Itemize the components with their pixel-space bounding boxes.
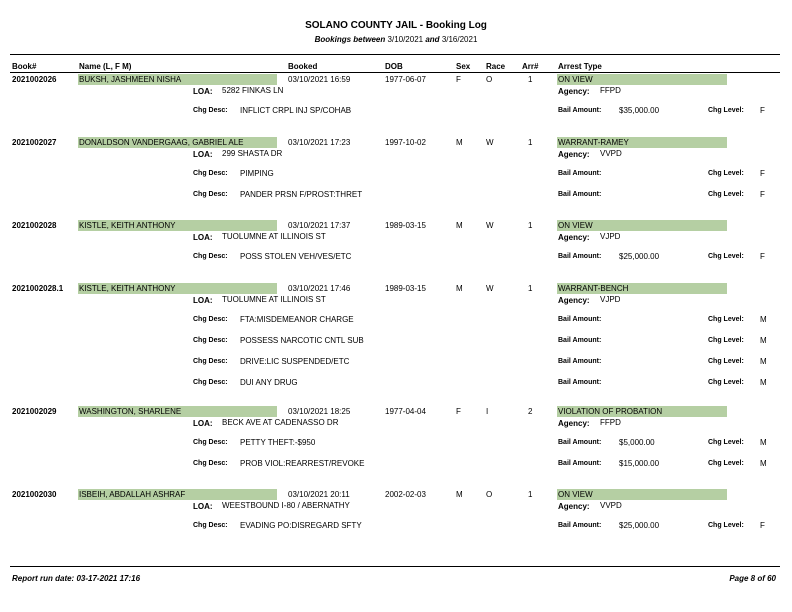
inmate-name-text: BUKSH, JASHMEEN NISHA (79, 75, 182, 84)
col-header-race: Race (486, 62, 506, 71)
report-run-date: Report run date: 03-17-2021 17:16 (12, 574, 141, 583)
chg-level-label: Chg Level: (708, 191, 744, 198)
loa-label: LOA: (193, 233, 213, 242)
charge-level: F (760, 106, 765, 115)
arrest-type (557, 283, 727, 294)
arrest-type-text: WARRANT-RAMEY (558, 138, 629, 147)
loa-value: BECK AVE AT CADENASSO DR (222, 418, 339, 427)
footer-rule (10, 566, 780, 567)
col-header-arr: Arr# (522, 62, 539, 71)
arrest-type (557, 406, 727, 417)
date-from: 3/10/2021 (387, 35, 424, 44)
bail-amount-label: Bail Amount: (558, 337, 602, 344)
loa-label: LOA: (193, 296, 213, 305)
arrest-type (557, 489, 727, 500)
date-of-birth: 2002-02-03 (385, 490, 426, 499)
charge-level: M (760, 357, 767, 366)
charge-description: PETTY THEFT:-$950 (240, 438, 316, 447)
sex-value: F (456, 407, 461, 416)
bail-amount: $25,000.00 (619, 252, 660, 261)
booked-datetime: 03/10/2021 18:25 (288, 407, 351, 416)
agency-value: FFPD (600, 86, 621, 95)
arrest-type-text: ON VIEW (558, 490, 593, 499)
inmate-name (78, 489, 277, 500)
charge-description: PIMPING (240, 169, 274, 178)
chg-desc-label: Chg Desc: (193, 337, 228, 344)
inmate-name (78, 406, 277, 417)
charge-description: DUI ANY DRUG (240, 378, 298, 387)
race-value: O (486, 490, 493, 499)
arrest-type-text: ON VIEW (558, 221, 593, 230)
chg-desc-label: Chg Desc: (193, 170, 228, 177)
booked-datetime: 03/10/2021 17:46 (288, 284, 351, 293)
loa-label: LOA: (193, 419, 213, 428)
book-number: 2021002030 (12, 490, 57, 499)
arrest-type (557, 137, 727, 148)
header-top-rule (10, 54, 780, 55)
inmate-name (78, 74, 277, 85)
arrest-type-text: WARRANT-BENCH (558, 284, 629, 293)
date-of-birth: 1977-04-04 (385, 407, 426, 416)
arrest-number: 1 (528, 138, 533, 147)
col-header-booked: Booked (288, 62, 318, 71)
inmate-name-text: KISTLE, KEITH ANTHONY (79, 221, 176, 230)
col-header-name: Name (L, F M) (79, 62, 132, 71)
chg-level-label: Chg Level: (708, 379, 744, 386)
inmate-name (78, 283, 277, 294)
chg-level-label: Chg Level: (708, 316, 744, 323)
charge-description: DRIVE:LIC SUSPENDED/ETC (240, 357, 350, 366)
report-subtitle (0, 35, 792, 44)
charge-level: F (760, 169, 765, 178)
charge-description: PANDER PRSN F/PROST:THRET (240, 190, 363, 199)
loa-label: LOA: (193, 502, 213, 511)
booked-datetime: 03/10/2021 17:23 (288, 138, 351, 147)
bail-amount: $5,000.00 (619, 438, 655, 447)
charge-description: EVADING PO:DISREGARD SFTY (240, 521, 362, 530)
charge-description: POSS STOLEN VEH/VES/ETC (240, 252, 352, 261)
race-value: I (486, 407, 489, 416)
chg-desc-label: Chg Desc: (193, 522, 228, 529)
date-of-birth: 1997-10-02 (385, 138, 426, 147)
bail-amount-label: Bail Amount: (558, 107, 602, 114)
charge-level: M (760, 438, 767, 447)
arrest-number: 2 (528, 407, 533, 416)
charge-description: FTA:MISDEMEANOR CHARGE (240, 315, 354, 324)
arrest-type-text: ON VIEW (558, 75, 593, 84)
race-value: W (486, 138, 494, 147)
bail-amount-label: Bail Amount: (558, 316, 602, 323)
col-header-dob: DOB (385, 62, 403, 71)
book-number: 2021002028.1 (12, 284, 64, 293)
sex-value: M (456, 490, 463, 499)
chg-level-label: Chg Level: (708, 337, 744, 344)
inmate-name-text: WASHINGTON, SHARLENE (79, 407, 182, 416)
bail-amount-label: Bail Amount: (558, 439, 602, 446)
loa-value: 5282 FINKAS LN (222, 86, 284, 95)
arrest-number: 1 (528, 221, 533, 230)
booked-datetime: 03/10/2021 20:11 (288, 490, 350, 499)
race-value: O (486, 75, 493, 84)
date-of-birth: 1989-03-15 (385, 221, 426, 230)
agency-value: VVPD (600, 501, 622, 510)
arrest-type (557, 220, 727, 231)
inmate-name-text: KISTLE, KEITH ANTHONY (79, 284, 176, 293)
col-header-book: Book# (12, 62, 37, 71)
loa-value: TUOLUMNE AT ILLINOIS ST (222, 295, 326, 304)
inmate-name-text: DONALDSON VANDERGAAG, GABRIEL ALE (79, 138, 244, 147)
charge-level: M (760, 459, 767, 468)
bail-amount-label: Bail Amount: (558, 522, 602, 529)
arrest-type (557, 74, 727, 85)
col-header-arrest-type: Arrest Type (558, 62, 602, 71)
inmate-name (78, 220, 277, 231)
booked-datetime: 03/10/2021 16:59 (288, 75, 351, 84)
chg-desc-label: Chg Desc: (193, 379, 228, 386)
charge-level: F (760, 252, 765, 261)
agency-label: Agency: (558, 296, 590, 305)
date-to: 3/16/2021 (441, 35, 478, 44)
charge-level: M (760, 315, 767, 324)
bail-amount-label: Bail Amount: (558, 191, 602, 198)
arrest-type-text: VIOLATION OF PROBATION (558, 407, 663, 416)
chg-desc-label: Chg Desc: (193, 107, 228, 114)
book-number: 2021002028 (12, 221, 57, 230)
charge-description: INFLICT CRPL INJ SP/COHAB (240, 106, 352, 115)
bail-amount-label: Bail Amount: (558, 170, 602, 177)
agency-label: Agency: (558, 502, 590, 511)
charge-description: PROB VIOL:REARREST/REVOKE (240, 459, 365, 468)
agency-label: Agency: (558, 233, 590, 242)
sex-value: F (456, 75, 461, 84)
bail-amount: $15,000.00 (619, 459, 660, 468)
book-number: 2021002027 (12, 138, 57, 147)
bail-amount: $25,000.00 (619, 521, 660, 530)
charge-level: M (760, 378, 767, 387)
chg-desc-label: Chg Desc: (193, 460, 228, 467)
loa-label: LOA: (193, 87, 213, 96)
header-bottom-rule (10, 72, 780, 73)
chg-level-label: Chg Level: (708, 170, 744, 177)
sex-value: M (456, 138, 463, 147)
book-number: 2021002026 (12, 75, 57, 84)
charge-level: F (760, 521, 765, 530)
inmate-name-text: ISBEIH, ABDALLAH ASHRAF (79, 490, 186, 499)
bail-amount: $35,000.00 (619, 106, 660, 115)
charge-level: M (760, 336, 767, 345)
date-of-birth: 1977-06-07 (385, 75, 426, 84)
loa-value: 299 SHASTA DR (222, 149, 283, 158)
chg-level-label: Chg Level: (708, 358, 744, 365)
chg-level-label: Chg Level: (708, 253, 744, 260)
arrest-number: 1 (528, 284, 533, 293)
sex-value: M (456, 221, 463, 230)
agency-value: VJPD (600, 295, 621, 304)
agency-label: Agency: (558, 87, 590, 96)
loa-value: WEESTBOUND I-80 / ABERNATHY (222, 501, 350, 510)
inmate-name (78, 137, 277, 148)
race-value: W (486, 284, 494, 293)
loa-label: LOA: (193, 150, 213, 159)
bail-amount-label: Bail Amount: (558, 460, 602, 467)
col-header-sex: Sex (456, 62, 471, 71)
chg-level-label: Chg Level: (708, 107, 744, 114)
loa-value: TUOLUMNE AT ILLINOIS ST (222, 232, 326, 241)
chg-desc-label: Chg Desc: (193, 191, 228, 198)
race-value: W (486, 221, 494, 230)
chg-level-label: Chg Level: (708, 460, 744, 467)
chg-desc-label: Chg Desc: (193, 358, 228, 365)
bail-amount-label: Bail Amount: (558, 253, 602, 260)
date-of-birth: 1989-03-15 (385, 284, 426, 293)
agency-value: VJPD (600, 232, 621, 241)
sex-value: M (456, 284, 463, 293)
arrest-number: 1 (528, 75, 533, 84)
chg-level-label: Chg Level: (708, 522, 744, 529)
chg-desc-label: Chg Desc: (193, 439, 228, 446)
agency-label: Agency: (558, 150, 590, 159)
chg-level-label: Chg Level: (708, 439, 744, 446)
chg-desc-label: Chg Desc: (193, 316, 228, 323)
subtitle-prefix: Bookings between (314, 35, 386, 44)
charge-description: POSSESS NARCOTIC CNTL SUB (240, 336, 364, 345)
book-number: 2021002029 (12, 407, 57, 416)
bail-amount-label: Bail Amount: (558, 379, 602, 386)
report-title: SOLANO COUNTY JAIL - Booking Log (305, 20, 487, 31)
subtitle-and: and (425, 35, 440, 44)
agency-label: Agency: (558, 419, 590, 428)
arrest-number: 1 (528, 490, 533, 499)
agency-value: VVPD (600, 149, 622, 158)
page-number: Page 8 of 60 (729, 574, 776, 583)
agency-value: FFPD (600, 418, 621, 427)
chg-desc-label: Chg Desc: (193, 253, 228, 260)
bail-amount-label: Bail Amount: (558, 358, 602, 365)
charge-level: F (760, 190, 765, 199)
booked-datetime: 03/10/2021 17:37 (288, 221, 351, 230)
